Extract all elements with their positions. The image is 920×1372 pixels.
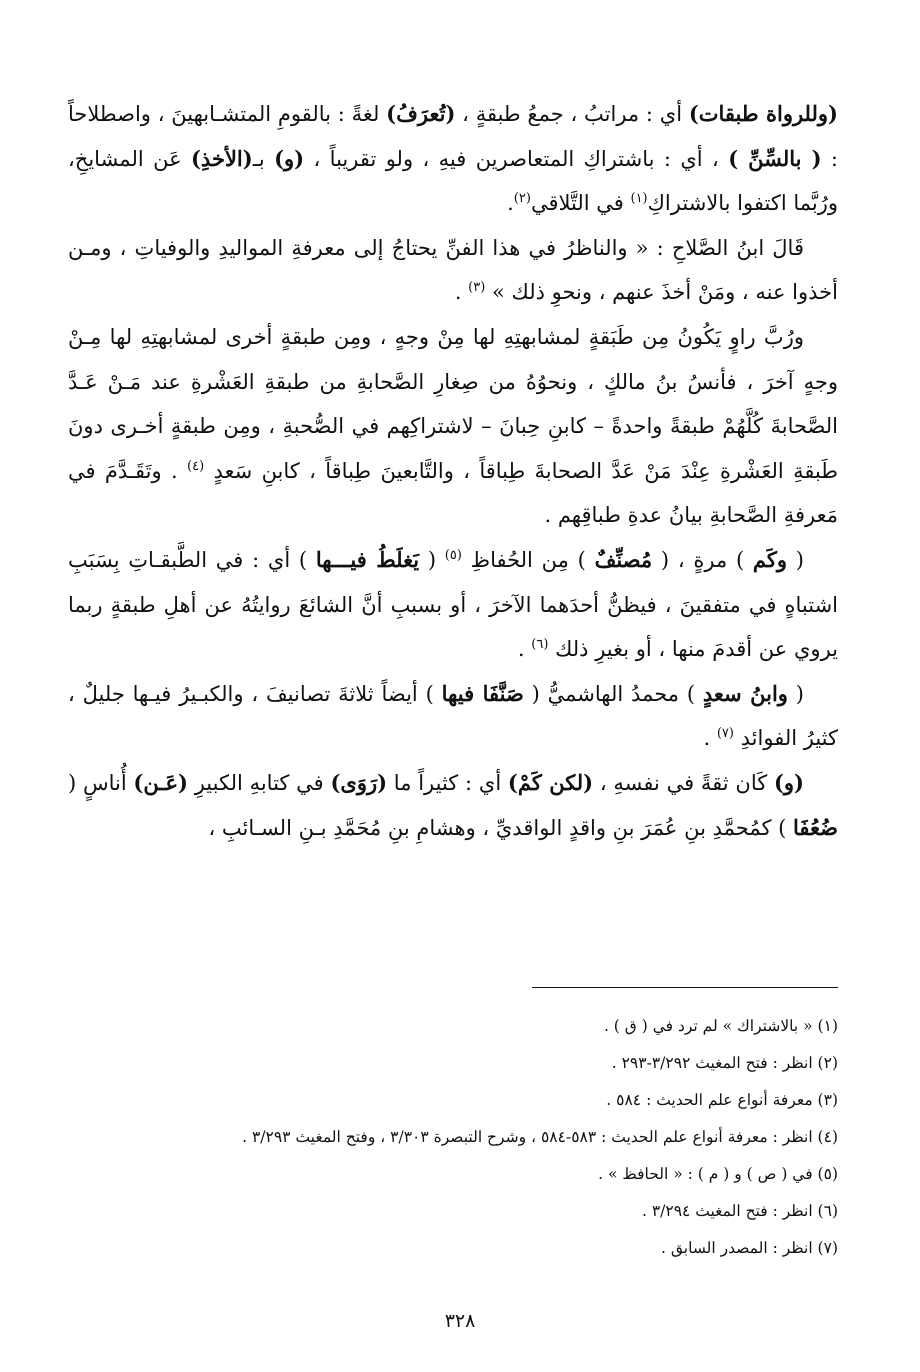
main-text (68, 92, 838, 850)
bold-term: (تُعرَفُ) (386, 101, 456, 126)
paragraph (68, 761, 838, 850)
text-run: في التَّلاقي (530, 191, 631, 216)
bold-term: (لكن كَمْ) (507, 769, 594, 795)
text-run: . وتَقَـدَّمَ في مَعرفةِ الصَّحابةِ بيانُ عدةِ طباقِهم . (68, 458, 838, 528)
text-run: ( (787, 681, 804, 706)
footnote-5: (٥) في ( ص ) و ( م ) : « الحافظ » . (598, 1165, 838, 1183)
text-run: ) أي : في الطَّبقـاتِ بِسَبَبِ اشتباهٍ في متفقينَ ، فيظنُّ أحدَهما الآخرَ ، أو بسببِ أنَّ الشائعَ روايتُهُ عن أهلِ طبقةٍ ربما يروي عن أقدمَ منها ، أو بغيرِ ذلك (68, 547, 838, 662)
footnote-2: (٢) انظر : فتح المغيث ٣/٢٩٢-٢٩٣ . (611, 1054, 838, 1072)
bold-term: مُصنِّفٌ (594, 546, 653, 572)
text-run: ) كمُحمَّدِ بنِ عُمَرَ بنِ واقدٍ الواقديِّ ، وهشامِ بنِ مُحَمَّدِ بـنِ السـائبِ ، (208, 815, 794, 840)
text-run: كَان ثقةً في نفسهِ ، (593, 770, 774, 795)
bold-term: (رَوَى) (330, 769, 388, 795)
text-run: ( (787, 547, 804, 572)
bold-term: (و) (773, 769, 804, 795)
text-run: . (517, 637, 532, 662)
text-run: . (454, 280, 469, 305)
footnote-ref: (٢) (513, 191, 531, 207)
footnote-7: (٧) انظر : المصدر السابق . (661, 1239, 838, 1257)
text-run: . (507, 191, 514, 216)
text-run: أُناسٍ ( (68, 770, 134, 795)
footnote-ref: (٧) (716, 726, 734, 742)
paragraph (68, 226, 838, 315)
paragraph (68, 315, 838, 538)
text-run: بـ (252, 146, 275, 171)
footnote-ref: (١) (630, 191, 648, 207)
footnote-ref: (٤) (187, 458, 205, 474)
text-run: عَن المشايخِ، ورُبَّما اكتفوا بالاشتراكِ (68, 146, 838, 216)
text-run: لغةً : بالقومِ المتشـابهينَ ، واصطلاحاً : (68, 102, 838, 171)
page-number: ٣٢٨ (444, 1310, 476, 1332)
footnote-4: (٤) انظر : معرفة أنواع علم الحديث : ٥٨٣-٥٨٤ ، وشرح التبصرة ٣/٣٠٣ ، وفتح المغيث ٣/٢٩٣ . (242, 1128, 838, 1146)
footnotes (68, 1008, 838, 1267)
text-run: ) مِن الحُفاظِ (461, 547, 595, 572)
paragraph (68, 538, 838, 672)
paragraph (68, 92, 838, 226)
text-run: أي : مراتبُ ، جمعُ طبقةٍ ، (455, 102, 689, 126)
text-run: ) أيضاً ثلاثةَ تصانيفَ ، والكبـيرُ فيـها جليلٌ ، كثيرُ الفوائدِ (68, 681, 838, 751)
bold-term: صَنَّفَا فيها (441, 680, 524, 706)
text-run: ، أي : باشتراكِ المتعاصرين فيهِ ، ولو تقريباً ، (304, 146, 729, 171)
footnote-separator (532, 987, 838, 988)
footnote-6: (٦) انظر : فتح المغيث ٣/٢٩٤ . (641, 1202, 838, 1220)
text-run: ورُبَّ راوٍ يَكُونُ مِن طَبَقةٍ لمشابهتِهِ لها مِنْ وجهٍ ، ومِن طبقةٍ أخرى لمشابهتِهِ لها مِـنْ وجهٍ آخرَ ، فأنسُ بنُ مالكٍ ، ونحوُهُ من صِغارِ الصَّحابةِ من طبقةِ العَشْرةِ عند مَـنْ عَـدَّ الصَّحابةَ كُلَّهُمْ طبقةً واحدةً – كابنِ حِبانَ – لاشتراكِهم في الصُّحبةِ ، ومِن طبقةٍ أخـرى دونَ طَبقةِ العَشْرةِ عِنْدَ مَنْ عَدَّ الصحابةَ طِباقاً ، والتَّابعينَ طِباقاً ، كابنِ سَعدٍ (68, 324, 839, 483)
bold-term: (عَـن) (133, 769, 188, 795)
footnote-ref: (٦) (531, 637, 549, 653)
bold-term: ضُعُفَا (793, 814, 838, 840)
bold-term: (الأخذِ) (191, 145, 253, 171)
text-run: ( (419, 547, 445, 572)
bold-term: (و) (274, 145, 305, 171)
footnote-3: (٣) معرفة أنواع علم الحديث : ٥٨٤ . (606, 1091, 838, 1109)
bold-term: وابنُ سعدٍ (702, 680, 788, 706)
footnote-ref: (٣) (468, 280, 486, 296)
text-run: . (703, 726, 717, 751)
text-run: ) مرةٍ ، ( (652, 547, 753, 572)
text-run: قَالَ ابنُ الصَّلاحِ : « والناظرُ في هذا الفنِّ يحتاجُ إلى معرفةِ المواليدِ والوفياتِ ، ومـن أخذوا عنه ، ومَنْ أخذَ عنهم ، ونحوِ ذلك » (68, 235, 838, 305)
bold-term: يَغلَطُ فيـــها (315, 546, 420, 572)
footnote-ref: (٥) (444, 547, 462, 563)
bold-term: (وللرواة طبقات) (688, 101, 838, 126)
bold-term: ( بالسِّنِّ ) (728, 145, 822, 171)
text-run: ) محمدُ الهاشميُّ ( (523, 681, 703, 706)
paragraph (68, 672, 838, 761)
text-run: في كتابهِ الكبيرِ (187, 770, 331, 795)
bold-term: وكَم (752, 546, 788, 572)
footnote-1: (١) « بالاشتراك » لم ترد في ( ق ) . (603, 1017, 838, 1035)
text-run: أي : كثيراً ما (387, 770, 508, 795)
